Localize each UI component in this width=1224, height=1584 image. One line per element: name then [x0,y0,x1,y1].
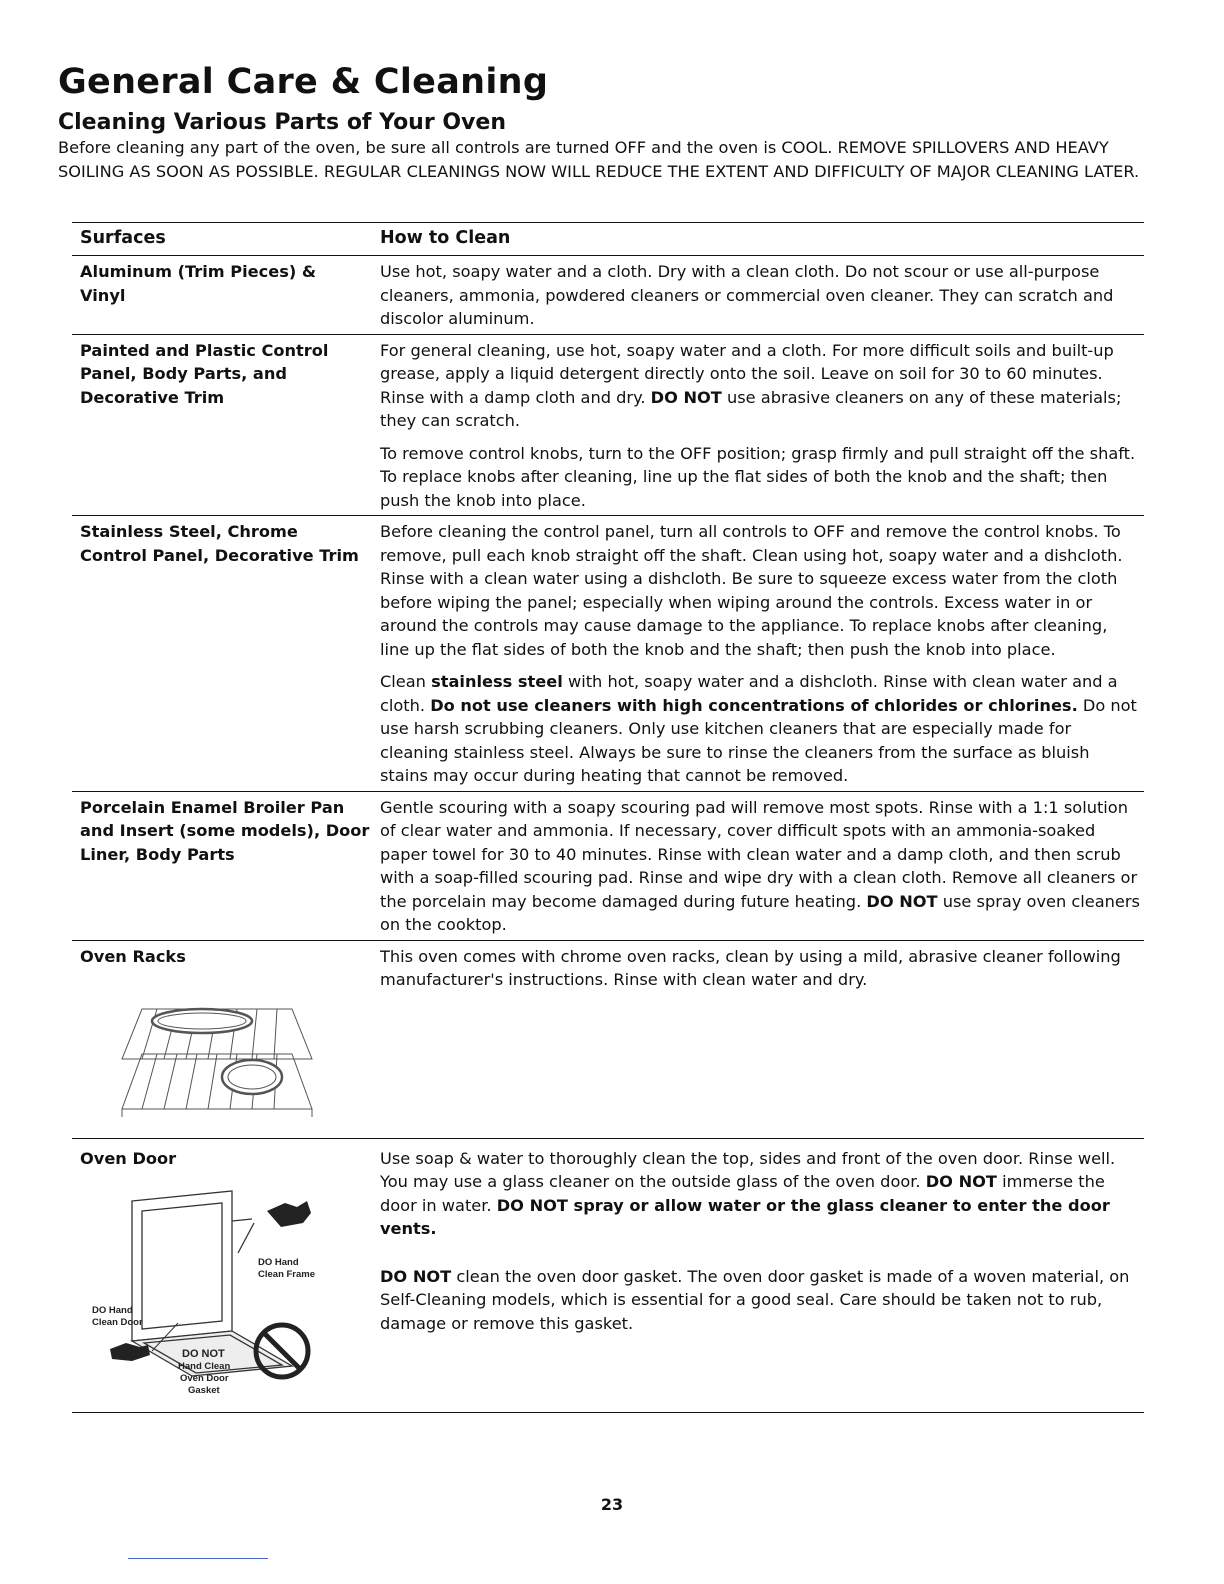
header-surfaces: Surfaces [80,228,166,249]
caption-frame-1: DO Hand [258,1256,299,1268]
caption-gasket-3: Oven Door [180,1372,229,1384]
caption-gasket-2: Hand Clean [178,1360,231,1372]
table-row-painted-plastic [72,335,1144,517]
table-row-porcelain-enamel [72,792,1144,941]
surface-label: Stainless Steel, Chrome Control Panel, Decorative Trim [80,522,359,565]
table-header [72,222,1144,256]
table-row-aluminum [72,256,1144,335]
cleaning-text: Use soap & water to thoroughly clean the top, sides and front of the oven door. Rinse well. You may use a glass cleaner on the outside glass of the oven door. DO NOT immerse the door in water. DO NOT spray or allow water or the glass cleaner to enter the door vents. DO NOT clean the oven door gasket. The oven door gasket is made of a woven material, on Self-Cleaning models, which is essential for a good seal. Care should be taken not to rub, damage or remove this gasket. [380,1148,1130,1333]
footer-rule [128,1558,268,1559]
surface-label: Painted and Plastic Control Panel, Body Parts, and Decorative Trim [80,340,329,407]
surface-label: Oven Door DO Hand Clean Frame DO Hand Clean Door DO NOT Hand Clean Oven Door Gasket [72,1147,380,1409]
surface-label: Aluminum (Trim Pieces) & Vinyl [80,262,317,305]
table-row-oven-racks [72,941,1144,1139]
table-row-stainless-steel [72,516,1144,792]
cleaning-text: Gentle scouring with a soapy scouring pad will remove most spots. Rinse with a 1:1 solution of clear water and ammonia. If necessary, cover difficult spots with an ammonia-soaked paper towel for 30 to 40 minutes. Rinse with clean water and a damp cloth, and then scrub with a soap-filled scouring pad. Rinse and wipe dry with a clean cloth. Remove all cleaners or the porcelain may become damaged during future heating. DO NOT use spray oven cleaners on the cooktop. [380,797,1140,934]
page-title: General Care & Cleaning [58,62,549,102]
caption-gasket-4: Gasket [188,1384,220,1396]
surface-label: Porcelain Enamel Broiler Pan and Insert (some models), Door Liner, Body Parts [80,797,370,864]
cleaning-text: For general cleaning, use hot, soapy water and a cloth. For more difficult soils and built-up grease, apply a liquid detergent directly onto the soil. Leave on soil for 30 to 60 minutes. Rinse with a damp cloth and dry. DO NOT use abrasive cleaners on any of these materials; they can scratch. To remove control knobs, turn to the OFF position; grasp firmly and pull straight off the shaft. To replace knobs after cleaning, line up the flat sides of both the knob and the shaft; then push the knob into place. [380,340,1136,510]
section-subtitle: Cleaning Various Parts of Your Oven [58,110,506,135]
oven-racks-illustration [102,999,322,1119]
caption-door-1: DO Hand [92,1304,133,1316]
cleaning-text: Use hot, soapy water and a cloth. Dry with a clean cloth. Do not scour or use all-purpose cleaners, ammonia, powdered cleaners or commercial oven cleaner. They can scratch and discolor aluminum. [380,262,1114,328]
caption-door-2: Clean Door [92,1316,143,1328]
page-number: 23 [600,1495,624,1514]
oven-door-illustration [82,1181,342,1401]
cleaning-text: Before cleaning the control panel, turn all controls to OFF and remove the control knobs. To remove, pull each knob straight off the shaft. Clean using hot, soapy water and a dishcloth. Rinse with a clean water using a dishcloth. Be sure to squeeze excess water from the cloth before wiping the panel; especially when wiping around the controls. Excess water in or around the controls may cause damage to the appliance. To replace knobs after cleaning, line up the flat sides of both the knob and the shaft; then push the knob into place. Clean stainless steel with hot, soapy water and a dishcloth. Rinse with clean water and a cloth. Do not use cleaners with high concentrations of chlorides or chlorines. Do not use harsh scrubbing cleaners. Only use kitchen cleaners that are especially made for cleaning stainless steel. Always be sure to rinse the cleaners from the surface as bluish stains may occur during heating that cannot be removed. [380,522,1137,785]
surface-label: Oven Racks [72,945,380,1135]
cleaning-table [72,222,1144,1413]
cleaning-text: This oven comes with chrome oven racks, clean by using a mild, abrasive cleaner following manufacturer's instructions. Rinse with clean water and dry. [380,946,1121,989]
table-row-oven-door [72,1139,1144,1413]
caption-gasket-1: DO NOT [182,1347,225,1360]
header-how-to-clean: How to Clean [380,228,511,249]
caption-frame-2: Clean Frame [258,1268,316,1280]
intro-paragraph: Before cleaning any part of the oven, be sure all controls are turned OFF and the oven is COOL. REMOVE SPILLOVERS AND HEAVY SOILING AS SOON AS POSSIBLE. REGULAR CLEANINGS NOW WILL REDUCE THE EXTENT AND DIFFICULTY OF MAJOR CLEANING LATER. [58,138,1140,181]
